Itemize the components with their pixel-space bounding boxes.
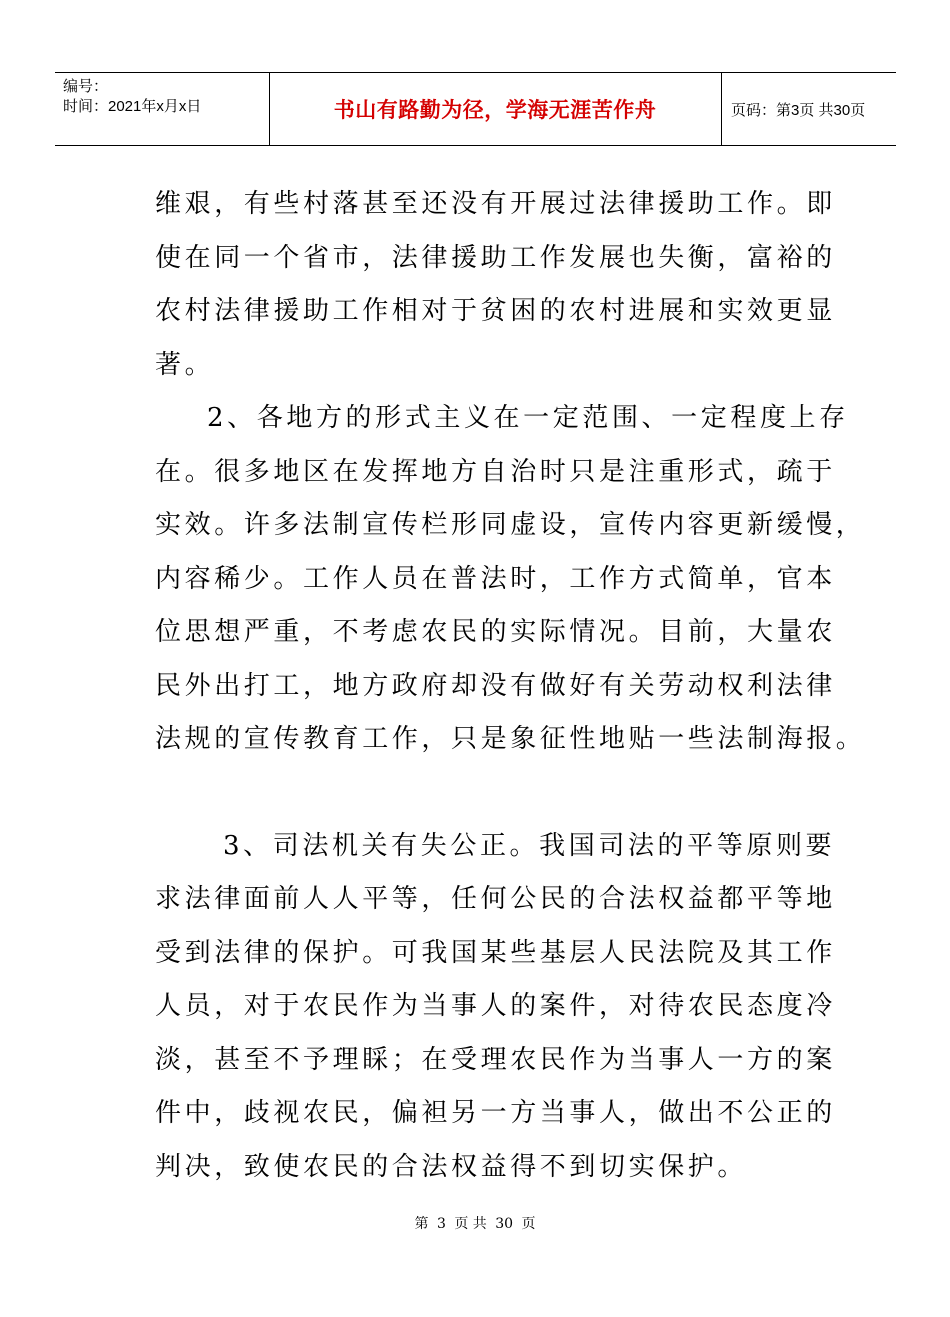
text-line: 内容稀少。工作人员在普法时，工作方式简单，官本 [155, 563, 836, 594]
text-line: 使在同一个省市，法律援助工作发展也失衡，富裕的 [155, 242, 836, 273]
text-line: 维艰，有些村落甚至还没有开展过法律援助工作。即 [155, 189, 836, 219]
paragraph-2 [155, 392, 866, 767]
text-line: 3、司法机关有失公正。我国司法的平等原则要 [223, 830, 836, 861]
text-line: 著。 [155, 349, 215, 380]
text-line: 位思想严重，不考虑农民的实际情况。目前，大量农 [155, 617, 836, 647]
footer-suffix: 页 [521, 1216, 536, 1232]
text-line: 件中，歧视农民，偏袒另一方当事人，做出不公正的 [155, 1098, 836, 1128]
header-meta [55, 73, 269, 145]
number-label: 编号： [63, 78, 109, 95]
paragraph-1 [155, 178, 836, 392]
text-line: 求法律面前人人平等，任何公民的合法权益都平等地 [155, 884, 836, 914]
text-line: 受到法律的保护。可我国某些基层人民法院及其工作 [155, 937, 836, 968]
header-page-label: 页码：第3页 共30页 [731, 101, 866, 119]
text-line: 民外出打工，地方政府却没有做好有关劳动权利法律 [155, 670, 836, 701]
footer-mid: 页 共 [454, 1216, 487, 1232]
text-line: 法规的宣传教育工作，只是象征性地贴一些法制海报。 [155, 724, 866, 754]
text-line: 实效。许多法制宣传栏形同虚设，宣传内容更新缓慢， [155, 510, 866, 540]
time-label: 时间：2021年x月x日 [63, 98, 202, 115]
page-footer [0, 1213, 950, 1233]
paragraph-3 [155, 820, 836, 1195]
text-line: 在。很多地区在发挥地方自治时只是注重形式，疏于 [155, 456, 836, 487]
paragraph-gap [155, 767, 805, 820]
header-motto: 书山有路勤为径，学海无涯苦作舟 [333, 98, 657, 122]
footer-page-total: 30 [495, 1216, 514, 1232]
text-line: 人员，对于农民作为当事人的案件，对待农民态度冷 [155, 991, 836, 1021]
text-line: 判决，致使农民的合法权益得不到切实保护。 [155, 1151, 748, 1182]
page-header [55, 72, 896, 146]
footer-page-current: 3 [436, 1216, 446, 1232]
footer-prefix: 第 [414, 1216, 429, 1232]
document-body [155, 178, 866, 1194]
text-line: 农村法律援助工作相对于贫困的农村进展和实效更显 [155, 296, 836, 326]
text-line: 2、各地方的形式主义在一定范围、一定程度上存 [207, 403, 849, 433]
text-line: 淡，甚至不予理睬；在受理农民作为当事人一方的案 [155, 1044, 836, 1075]
